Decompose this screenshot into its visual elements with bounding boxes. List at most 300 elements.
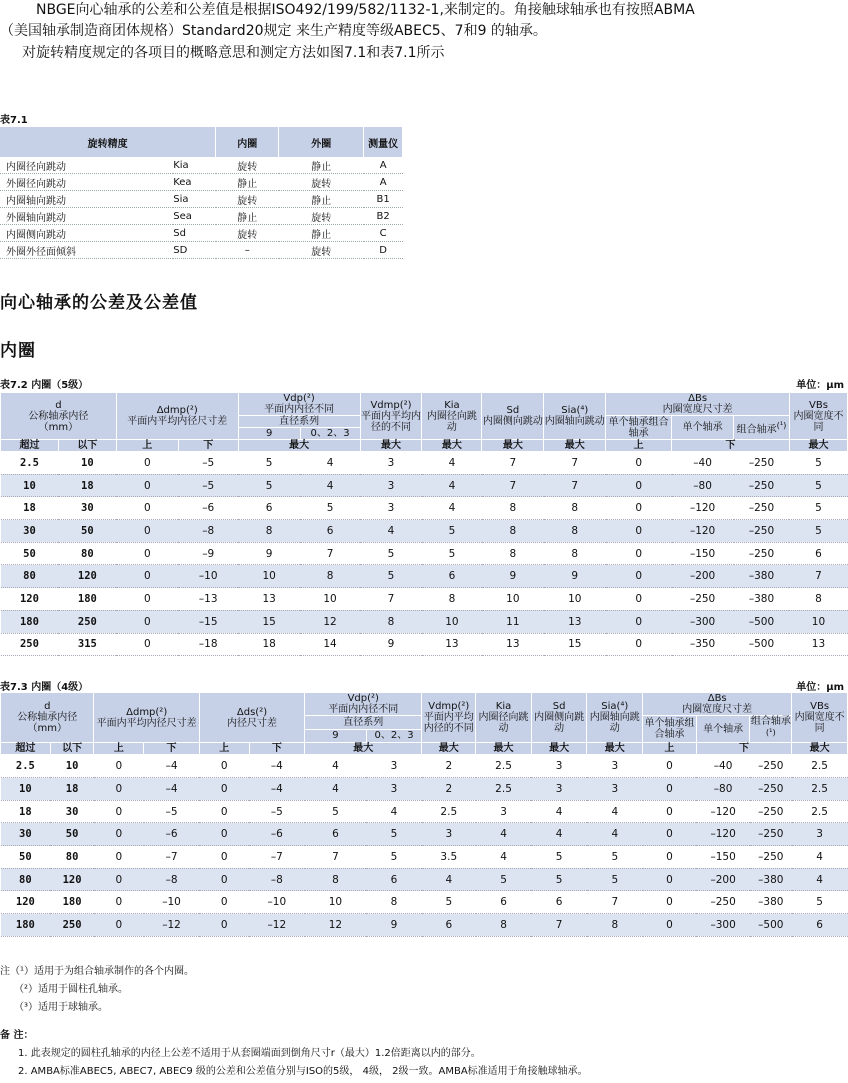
t72-h-kia: Kia 内圈径向跳动 xyxy=(422,393,482,440)
table-cell: 30 xyxy=(50,800,94,823)
t71-row xyxy=(0,242,403,259)
t71-cell: 静止 xyxy=(279,191,364,208)
table-cell: –500 xyxy=(750,914,792,937)
t73-h-s023: 0、2、3 xyxy=(366,729,422,743)
table-cell: –5 xyxy=(178,452,238,475)
table-row xyxy=(1,755,848,778)
table-cell: 0 xyxy=(199,755,249,778)
table-cell: –500 xyxy=(734,610,790,633)
table-cell: 4 xyxy=(531,823,587,846)
t73-h-vdmp: Vdmp(²) 平面内平均内径的不同 xyxy=(422,693,476,743)
table-cell: 30 xyxy=(1,520,59,543)
table-cell: 7 xyxy=(587,891,643,914)
table-row xyxy=(1,823,848,846)
t73-h-sd: Sd 内圈侧向跳动 xyxy=(531,693,587,743)
t71-header-inner: 内圈 xyxy=(216,127,279,157)
table-cell: 8 xyxy=(482,497,544,520)
table-cell: 5 xyxy=(587,868,643,891)
table-cell: –13 xyxy=(178,588,238,611)
table-row xyxy=(1,891,848,914)
t71-cell: Kea xyxy=(173,174,216,191)
table-cell: 3 xyxy=(366,755,422,778)
table-cell: 2.5 xyxy=(792,778,848,801)
t71-row xyxy=(0,174,403,191)
table-cell: 5 xyxy=(422,520,482,543)
table-cell: 2.5 xyxy=(476,755,532,778)
table-cell: 0 xyxy=(643,868,697,891)
table-cell: 8 xyxy=(360,610,422,633)
table-cell: –250 xyxy=(734,542,790,565)
t72-h-max-vdp: 最大 xyxy=(238,440,360,452)
table-cell: 18 xyxy=(50,778,94,801)
table-cell: 0 xyxy=(199,823,249,846)
footnotes xyxy=(0,963,588,1081)
table-cell: –250 xyxy=(734,520,790,543)
table-cell: –6 xyxy=(249,823,305,846)
table-cell: 5 xyxy=(360,565,422,588)
t72-h-vbs: VBs 内圈宽度不同 xyxy=(789,393,847,440)
t71-header-precision: 旋转精度 xyxy=(0,127,216,157)
t73-h-max-vbs: 最大 xyxy=(792,743,848,755)
t71-cell: A xyxy=(364,157,403,174)
table-cell: 7 xyxy=(482,474,544,497)
table-cell: 0 xyxy=(94,778,144,801)
t73-h-lower2: 下 xyxy=(696,743,791,755)
table-cell: –120 xyxy=(696,823,750,846)
table-cell: 7 xyxy=(544,452,606,475)
t73-h-combo: 组合轴承$^{(^1)}$ xyxy=(750,716,792,743)
table-cell: –300 xyxy=(696,914,750,937)
table-cell: 8 xyxy=(366,891,422,914)
t73-h-vdp: Vdp(²) 平面内内径不同 xyxy=(305,693,422,716)
table-cell: 5 xyxy=(238,452,300,475)
table-cell: –4 xyxy=(249,778,305,801)
t72-h-max-vdmp: 最大 xyxy=(360,440,422,452)
table-cell: 0 xyxy=(94,868,144,891)
table-cell: 0 xyxy=(606,565,672,588)
t72-h-single: 单个轴承 xyxy=(672,416,734,440)
table-cell: 2.5 xyxy=(422,800,476,823)
table-cell: 0 xyxy=(94,846,144,869)
table-7-2-caption: 表7.2 内圈（5级） xyxy=(0,380,89,391)
t72-h-upper2: 上 xyxy=(606,440,672,452)
table-cell: –10 xyxy=(178,565,238,588)
intro-line-1: NBGE向心轴承的公差和公差值是根据ISO492/199/582/1132-1,来制定的。角接触球轴承也有按照ABMA xyxy=(36,2,695,18)
table-7-1-caption: 表7.1 xyxy=(0,115,28,126)
table-cell: 0 xyxy=(116,542,178,565)
t72-h-lower: 下 xyxy=(178,440,238,452)
table-cell: 10 xyxy=(789,610,847,633)
t71-cell: 内圈轴向跳动 xyxy=(0,191,173,208)
table-cell: 0 xyxy=(606,610,672,633)
t71-cell: 内圈径向跳动 xyxy=(0,157,173,174)
t72-h-lower2: 下 xyxy=(672,440,790,452)
table-cell: 0 xyxy=(199,800,249,823)
table-cell: 2.5 xyxy=(476,778,532,801)
table-cell: 15 xyxy=(544,633,606,656)
table-7-2 xyxy=(0,392,848,656)
table-cell: –380 xyxy=(750,891,792,914)
table-cell: –500 xyxy=(734,633,790,656)
table-cell: 7 xyxy=(360,588,422,611)
t71-cell: Sia xyxy=(173,191,216,208)
t71-cell: 旋转 xyxy=(216,225,279,242)
t72-h-bs: ΔBs 内圈宽度尺寸差 xyxy=(606,393,790,416)
table-cell: 3 xyxy=(792,823,848,846)
table-cell: –7 xyxy=(249,846,305,869)
table-row xyxy=(1,497,848,520)
table-cell: 6 xyxy=(300,520,360,543)
table-cell: 12 xyxy=(300,610,360,633)
table-cell: 9 xyxy=(366,914,422,937)
table-cell: 120 xyxy=(58,565,116,588)
t71-cell: 静止 xyxy=(279,225,364,242)
table-cell: 80 xyxy=(1,565,59,588)
t71-cell: Kia xyxy=(173,157,216,174)
table-cell: 0 xyxy=(643,778,697,801)
table-cell: –250 xyxy=(734,452,790,475)
intro-line-2: （美国轴承制造商团体规格）Standard20规定 来生产精度等级ABEC5、7和9 的轴承。 xyxy=(0,23,547,39)
table-cell: 3 xyxy=(366,778,422,801)
table-cell: 7 xyxy=(305,846,367,869)
t72-h-vdmp: Vdmp(²) 平面内平均内径的不同 xyxy=(360,393,422,440)
t71-cell: 旋转 xyxy=(216,157,279,174)
t71-cell: C xyxy=(364,225,403,242)
table-cell: 5 xyxy=(422,891,476,914)
table-cell: 0 xyxy=(606,542,672,565)
table-cell: 180 xyxy=(58,588,116,611)
table-cell: 50 xyxy=(58,520,116,543)
table-cell: 8 xyxy=(789,588,847,611)
table-cell: –5 xyxy=(178,474,238,497)
table-cell: 2.5 xyxy=(792,800,848,823)
t71-cell: 内圈侧向跳动 xyxy=(0,225,173,242)
t73-h-lower: 下 xyxy=(144,743,200,755)
table-cell: –4 xyxy=(144,755,200,778)
t71-cell: A xyxy=(364,174,403,191)
table-cell: –250 xyxy=(734,497,790,520)
table-cell: 18 xyxy=(238,633,300,656)
t72-h-combo: 组合轴承$^{(^1)}$ xyxy=(734,416,790,440)
t72-h-series: 直径系列 xyxy=(238,416,360,428)
t71-cell: B1 xyxy=(364,191,403,208)
table-cell: 3 xyxy=(531,755,587,778)
table-cell: 4 xyxy=(422,474,482,497)
table-cell: 5 xyxy=(792,891,848,914)
table-cell: 5 xyxy=(366,846,422,869)
table-cell: 0 xyxy=(116,497,178,520)
t73-h-dmp: Δdmp(²) 平面内平均内径尺寸差 xyxy=(94,693,199,743)
table-cell: –12 xyxy=(249,914,305,937)
table-cell: –9 xyxy=(178,542,238,565)
t71-cell: 静止 xyxy=(216,174,279,191)
table-cell: 0 xyxy=(94,823,144,846)
table-cell: –4 xyxy=(249,755,305,778)
table-cell: 0 xyxy=(116,452,178,475)
table-cell: 250 xyxy=(1,633,59,656)
table-cell: 180 xyxy=(50,891,94,914)
t72-h-max-vbs: 最大 xyxy=(789,440,847,452)
t71-cell: – xyxy=(216,242,279,259)
t71-row xyxy=(0,225,403,242)
table-cell: 10 xyxy=(58,452,116,475)
t72-h-max-kia: 最大 xyxy=(422,440,482,452)
table-cell: 10 xyxy=(50,755,94,778)
table-cell: –80 xyxy=(696,778,750,801)
t73-h-bs: ΔBs 内圈宽度尺寸差 xyxy=(643,693,792,716)
intro-line-3: 对旋转精度规定的各项目的概略意思和测定方法如图7.1和表7.1所示 xyxy=(22,45,445,61)
table-cell: 30 xyxy=(1,823,51,846)
table-cell: –250 xyxy=(750,800,792,823)
table-cell: 4 xyxy=(422,868,476,891)
table-cell: –8 xyxy=(249,868,305,891)
table-cell: –350 xyxy=(672,633,734,656)
t71-row xyxy=(0,191,403,208)
table-cell: 0 xyxy=(606,452,672,475)
table-cell: 2.5 xyxy=(1,452,59,475)
table-cell: 0 xyxy=(643,800,697,823)
table-cell: –150 xyxy=(696,846,750,869)
table-cell: 50 xyxy=(1,542,59,565)
table-cell: 50 xyxy=(1,846,51,869)
table-cell: –120 xyxy=(672,520,734,543)
table-cell: –12 xyxy=(144,914,200,937)
table-cell: 10 xyxy=(482,588,544,611)
table-cell: 5 xyxy=(422,542,482,565)
table-cell: 0 xyxy=(199,868,249,891)
table-cell: 0 xyxy=(116,610,178,633)
table-cell: –8 xyxy=(144,868,200,891)
t72-h-d: d 公称轴承内径 （mm） xyxy=(1,393,117,440)
table-cell: 4 xyxy=(422,497,482,520)
table-cell: 2.5 xyxy=(792,755,848,778)
table-row xyxy=(1,565,848,588)
table-cell: 13 xyxy=(544,610,606,633)
t72-h-max-sd: 最大 xyxy=(482,440,544,452)
t73-h-upper-ds: 上 xyxy=(199,743,249,755)
t71-cell: SD xyxy=(173,242,216,259)
table-cell: 5 xyxy=(360,542,422,565)
table-cell: 0 xyxy=(643,823,697,846)
table-cell: 30 xyxy=(58,497,116,520)
t72-h-sia: Sia(⁴) 内圈轴向跳动 xyxy=(544,393,606,440)
table-cell: 0 xyxy=(606,588,672,611)
table-cell: –10 xyxy=(144,891,200,914)
table-cell: –380 xyxy=(734,565,790,588)
table-cell: 0 xyxy=(116,565,178,588)
t71-cell: 静止 xyxy=(279,157,364,174)
table-cell: 8 xyxy=(476,914,532,937)
table-cell: –8 xyxy=(178,520,238,543)
table-cell: 10 xyxy=(544,588,606,611)
table-cell: –380 xyxy=(750,868,792,891)
table-7-3-caption: 表7.3 内圈（4级） xyxy=(0,682,89,693)
t73-h-single: 单个轴承 xyxy=(696,716,750,743)
table-cell: 0 xyxy=(643,914,697,937)
t73-h-max-vdmp: 最大 xyxy=(422,743,476,755)
table-row xyxy=(1,452,848,475)
table-cell: –6 xyxy=(178,497,238,520)
table-cell: –250 xyxy=(672,588,734,611)
table-cell: 8 xyxy=(544,542,606,565)
table-cell: –5 xyxy=(249,800,305,823)
table-cell: –5 xyxy=(144,800,200,823)
table-row xyxy=(1,778,848,801)
table-cell: 80 xyxy=(58,542,116,565)
table-cell: 0 xyxy=(116,588,178,611)
table-cell: 10 xyxy=(238,565,300,588)
t71-cell: Sea xyxy=(173,208,216,225)
table-cell: 9 xyxy=(544,565,606,588)
table-cell: 50 xyxy=(50,823,94,846)
t73-h-single-combo: 单个轴承组合轴承 xyxy=(643,716,697,743)
table-cell: 8 xyxy=(422,588,482,611)
table-cell: 0 xyxy=(606,497,672,520)
table-cell: –250 xyxy=(750,846,792,869)
t71-cell: 旋转 xyxy=(279,174,364,191)
table-cell: 0 xyxy=(199,914,249,937)
table-cell: –15 xyxy=(178,610,238,633)
table-cell: 120 xyxy=(50,868,94,891)
table-cell: 6 xyxy=(366,868,422,891)
t73-h-upper: 上 xyxy=(94,743,144,755)
table-cell: 5 xyxy=(587,846,643,869)
t71-cell: 旋转 xyxy=(216,191,279,208)
table-cell: 13 xyxy=(482,633,544,656)
table-cell: 8 xyxy=(544,520,606,543)
table-cell: 8 xyxy=(482,520,544,543)
table-cell: 250 xyxy=(50,914,94,937)
table-cell: –250 xyxy=(750,823,792,846)
table-cell: 180 xyxy=(1,610,59,633)
t73-h-series: 直径系列 xyxy=(305,716,422,730)
table-cell: 3 xyxy=(360,497,422,520)
table-cell: 5 xyxy=(531,868,587,891)
table-cell: 0 xyxy=(199,778,249,801)
table-cell: –6 xyxy=(144,823,200,846)
table-cell: 13 xyxy=(789,633,847,656)
table-cell: –380 xyxy=(734,588,790,611)
table-cell: 4 xyxy=(792,868,848,891)
table-cell: 8 xyxy=(238,520,300,543)
table-cell: –120 xyxy=(696,800,750,823)
table-cell: 10 xyxy=(422,610,482,633)
table-row xyxy=(1,868,848,891)
table-cell: 18 xyxy=(1,497,59,520)
table-cell: 80 xyxy=(1,868,51,891)
t71-header-gauge: 测量仪 xyxy=(364,127,403,157)
table-cell: 120 xyxy=(1,588,59,611)
table-cell: 7 xyxy=(531,914,587,937)
table-cell: 6 xyxy=(531,891,587,914)
table-cell: 18 xyxy=(1,800,51,823)
table-cell: –40 xyxy=(672,452,734,475)
t73-h-upper2: 上 xyxy=(643,743,697,755)
table-row xyxy=(1,633,848,656)
t71-cell: 旋转 xyxy=(279,242,364,259)
table-7-3 xyxy=(0,692,848,937)
table-cell: 13 xyxy=(238,588,300,611)
table-cell: –10 xyxy=(249,891,305,914)
table-cell: –300 xyxy=(672,610,734,633)
t72-h-upper: 上 xyxy=(116,440,178,452)
table-row xyxy=(1,588,848,611)
table-cell: 4 xyxy=(422,452,482,475)
table-cell: 5 xyxy=(305,800,367,823)
table-cell: 4 xyxy=(587,800,643,823)
table-cell: 14 xyxy=(300,633,360,656)
table-cell: 10 xyxy=(1,474,59,497)
table-cell: 9 xyxy=(482,565,544,588)
t73-h-max-kia: 最大 xyxy=(476,743,532,755)
table-cell: –7 xyxy=(144,846,200,869)
t73-h-kia: Kia 内圈径向跳动 xyxy=(476,693,532,743)
table-cell: 3 xyxy=(360,452,422,475)
table-cell: 3 xyxy=(476,800,532,823)
table-cell: 3 xyxy=(531,778,587,801)
table-cell: 6 xyxy=(476,891,532,914)
table-cell: –250 xyxy=(696,891,750,914)
table-cell: 0 xyxy=(116,633,178,656)
remarks-title: 备 注： xyxy=(0,1030,34,1041)
t71-cell: Sd xyxy=(173,225,216,242)
table-cell: 0 xyxy=(199,846,249,869)
table-cell: 15 xyxy=(238,610,300,633)
t72-h-max-sia: 最大 xyxy=(544,440,606,452)
table-cell: 0 xyxy=(199,891,249,914)
t73-h-lower-ds: 下 xyxy=(249,743,305,755)
table-cell: 6 xyxy=(792,914,848,937)
table-cell: 6 xyxy=(305,823,367,846)
table-cell: –250 xyxy=(750,778,792,801)
table-cell: 5 xyxy=(300,497,360,520)
table-cell: 120 xyxy=(1,891,51,914)
table-row xyxy=(1,474,848,497)
t71-cell: 外圈外径面倾斜 xyxy=(0,242,173,259)
note-2: （²）适用于圆柱孔轴承。 xyxy=(14,984,129,995)
table-cell: 0 xyxy=(606,633,672,656)
t71-cell: 外圈径向跳动 xyxy=(0,174,173,191)
t72-h-over: 超过 xyxy=(1,440,59,452)
table-cell: 3.5 xyxy=(422,846,476,869)
table-cell: 2 xyxy=(422,778,476,801)
table-cell: –150 xyxy=(672,542,734,565)
table-cell: 4 xyxy=(300,474,360,497)
t73-h-max-vdp: 最大 xyxy=(305,743,422,755)
t73-h-d: d 公称轴承内径 （mm） xyxy=(1,693,94,743)
t72-h-dmp: Δdmp(²) 平面内平均内径尺寸差 xyxy=(116,393,238,440)
table-cell: 180 xyxy=(1,914,51,937)
table-cell: 6 xyxy=(422,565,482,588)
table-cell: 10 xyxy=(305,891,367,914)
table-row xyxy=(1,542,848,565)
table-cell: –40 xyxy=(696,755,750,778)
table-cell: 0 xyxy=(116,474,178,497)
table-cell: 0 xyxy=(643,891,697,914)
table-cell: –18 xyxy=(178,633,238,656)
remark-1: 1. 此表规定的圆柱孔轴承的内径上公差不适用于从套圈端面到倒角尺寸r（最大）1.2倍距离以内的部分。 xyxy=(18,1048,481,1059)
table-cell: 13 xyxy=(422,633,482,656)
table-cell: 3 xyxy=(422,823,476,846)
table-cell: 4 xyxy=(792,846,848,869)
table-cell: 0 xyxy=(606,474,672,497)
table-cell: 0 xyxy=(94,891,144,914)
table-cell: 2 xyxy=(422,755,476,778)
table-cell: 10 xyxy=(300,588,360,611)
table-cell: 4 xyxy=(476,823,532,846)
table-cell: 7 xyxy=(544,474,606,497)
table-cell: 315 xyxy=(58,633,116,656)
